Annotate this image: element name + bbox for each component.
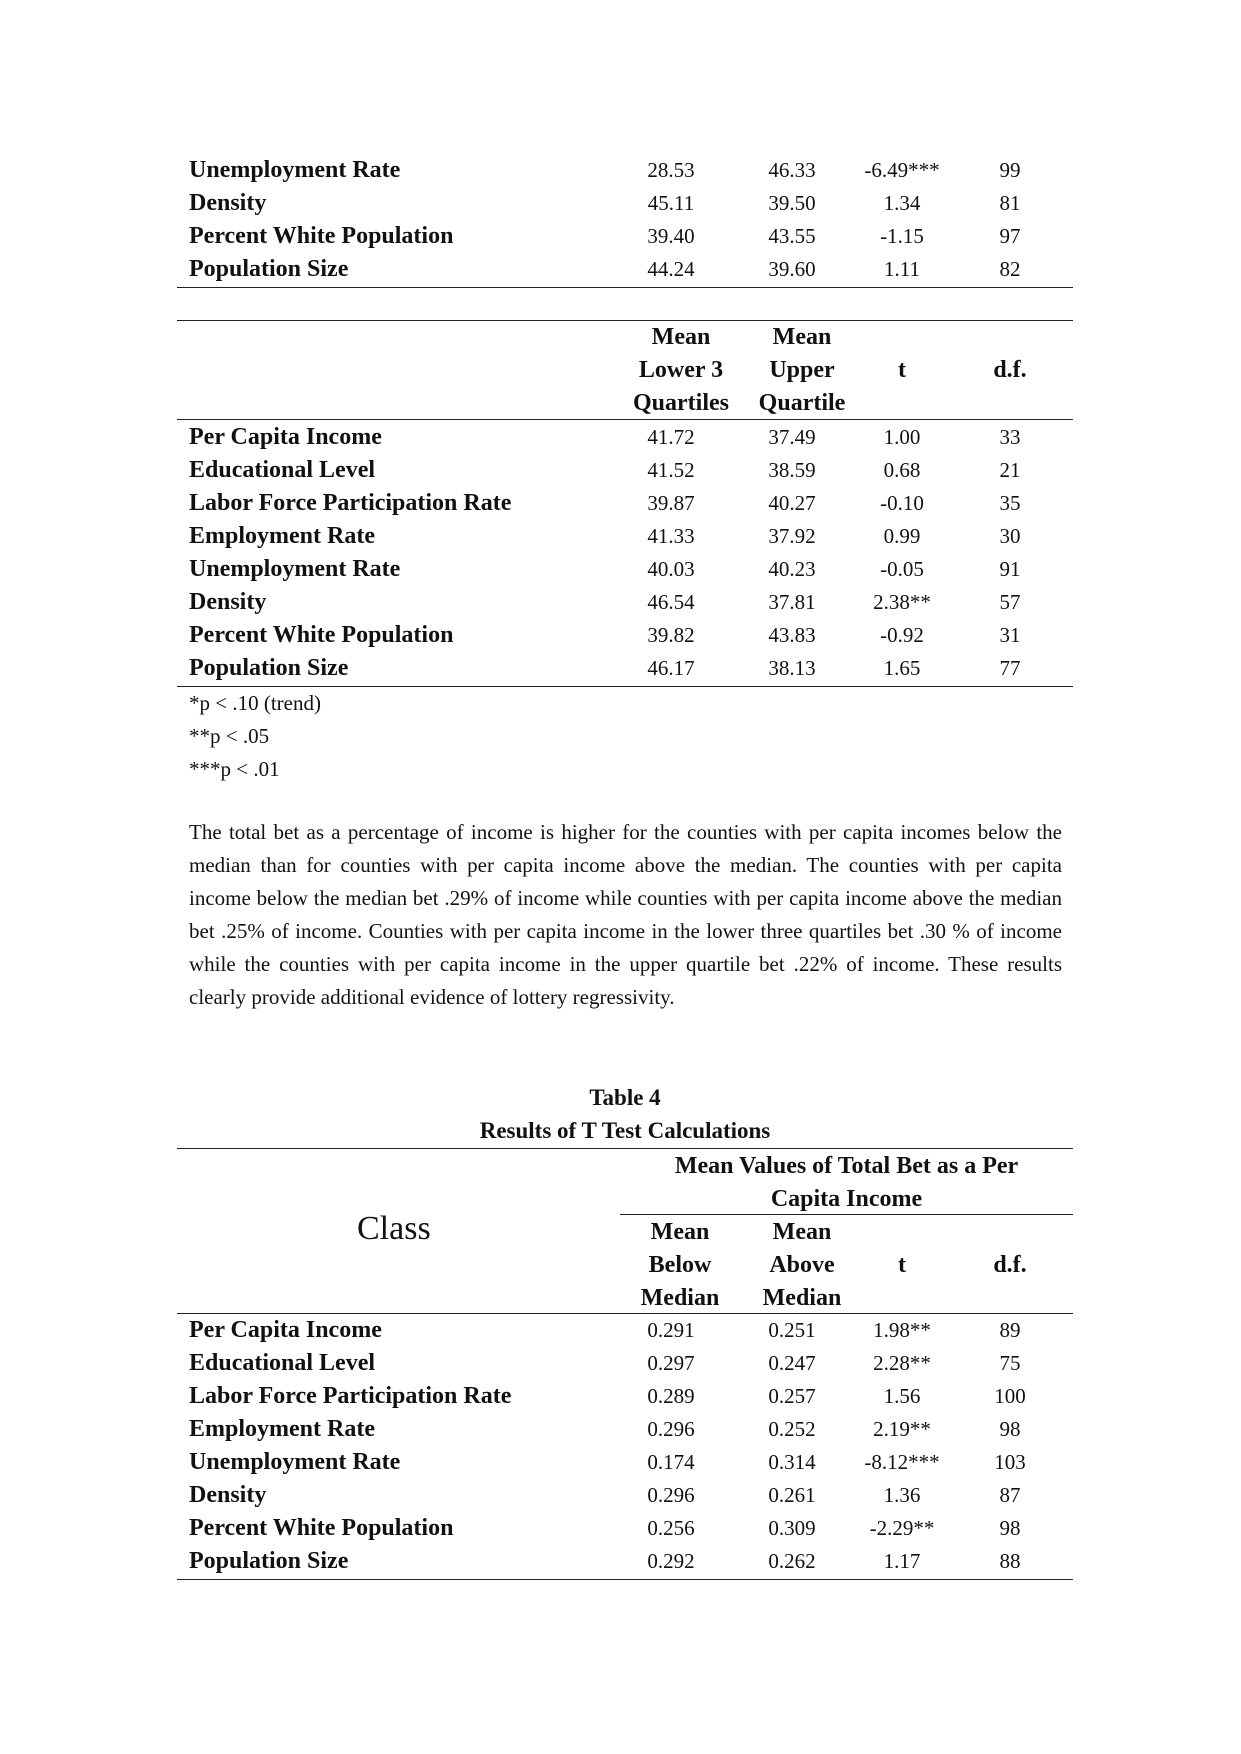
cell-df: 99 <box>999 158 1021 182</box>
cell-mean-1: 44.24 <box>647 257 695 281</box>
cell-t: -0.92 <box>880 623 924 647</box>
cell-mean-below: 0.296 <box>647 1417 695 1441</box>
cell-df: 82 <box>999 257 1021 281</box>
cell-df: 30 <box>999 524 1021 548</box>
cell-t: -0.10 <box>880 491 924 515</box>
cell-mean-above: 0.262 <box>768 1549 816 1573</box>
cell-mean-below: 0.256 <box>647 1516 695 1540</box>
footnote: **p < .05 <box>189 724 270 748</box>
table-row <box>177 154 1073 187</box>
cell-mean-above: 0.314 <box>768 1450 816 1474</box>
table-row <box>177 1347 1073 1380</box>
cell-mean-above: 0.252 <box>768 1417 816 1441</box>
row-label: Density <box>189 1482 267 1508</box>
cell-mean-below: 0.292 <box>647 1549 695 1573</box>
table-subtitle: Results of T Test Calculations <box>479 1118 771 1143</box>
row-label: Educational Level <box>189 1350 376 1376</box>
row-label: Per Capita Income <box>189 424 382 450</box>
cell-mean-2: 40.27 <box>768 491 816 515</box>
cell-df: 100 <box>994 1384 1026 1408</box>
cell-mean-1: 39.87 <box>647 491 695 515</box>
cell-t: -2.29** <box>869 1516 935 1540</box>
cell-t: 1.34 <box>883 191 921 215</box>
cell-df: 75 <box>999 1351 1021 1375</box>
cell-df: 91 <box>999 557 1021 581</box>
cell-t: 1.56 <box>883 1384 921 1408</box>
header-line: Below <box>648 1252 712 1278</box>
cell-df: 21 <box>999 458 1021 482</box>
cell-mean-1: 46.54 <box>647 590 695 614</box>
header-mean-upper-quartile <box>742 321 862 420</box>
header-mean-below-median <box>617 1216 743 1315</box>
cell-mean-1: 28.53 <box>647 158 695 182</box>
header-line: Quartile <box>758 390 846 416</box>
cell-df: 88 <box>999 1549 1021 1573</box>
header-line: Mean <box>651 324 711 350</box>
cell-mean-above: 0.257 <box>768 1384 816 1408</box>
table-row <box>177 1479 1073 1512</box>
row-label: Density <box>189 589 267 615</box>
group-header <box>620 1150 1073 1216</box>
row-label: Labor Force Participation Rate <box>189 1383 512 1409</box>
header-line: Upper <box>769 357 835 383</box>
group-header-rule <box>620 1214 1073 1215</box>
cell-t: 0.99 <box>883 524 921 548</box>
class-header: Class <box>357 1210 431 1247</box>
header-line: Mean <box>772 1219 832 1245</box>
cell-mean-below: 0.296 <box>647 1483 695 1507</box>
cell-t: -1.15 <box>880 224 924 248</box>
row-label: Percent White Population <box>189 1515 454 1541</box>
cell-t: 1.65 <box>883 656 921 680</box>
body-paragraph: The total bet as a percentage of income is higher for the counties with per capita incomes below the median than for counties with per capita income above the median. The counties with per capita income below the median bet .29% of income while counties with per capita income above the median bet .25% of income. Counties with per capita income in the lower three quartiles bet .30 % of income while the counties with per capita income in the upper quartile bet .22% of income. These results clearly provide additional evidence of lottery regressivity. <box>189 820 1062 1009</box>
table-bottom-rule <box>177 287 1073 288</box>
cell-df: 81 <box>999 191 1021 215</box>
cell-mean-below: 0.291 <box>647 1318 695 1342</box>
header-line: Above <box>769 1252 835 1278</box>
cell-mean-1: 46.17 <box>647 656 695 680</box>
header-line: Lower 3 <box>638 357 724 383</box>
cell-mean-1: 39.40 <box>647 224 695 248</box>
table-row <box>177 487 1073 520</box>
cell-mean-below: 0.297 <box>647 1351 695 1375</box>
row-label: Educational Level <box>189 457 376 483</box>
table-row <box>177 1545 1073 1578</box>
cell-mean-1: 39.82 <box>647 623 695 647</box>
cell-t: -8.12*** <box>864 1450 940 1474</box>
row-label: Employment Rate <box>189 1416 375 1442</box>
cell-t: 2.19** <box>873 1417 931 1441</box>
row-label: Population Size <box>189 1548 349 1574</box>
cell-df: 87 <box>999 1483 1021 1507</box>
cell-t: 1.36 <box>883 1483 921 1507</box>
cell-t: 0.68 <box>883 458 921 482</box>
header-t: t <box>898 1252 906 1278</box>
cell-mean-above: 0.247 <box>768 1351 816 1375</box>
cell-df: 57 <box>999 590 1021 614</box>
table-row <box>177 619 1073 652</box>
header-line: Mean <box>772 324 832 350</box>
cell-t: -6.49*** <box>864 158 940 182</box>
cell-t: 2.38** <box>873 590 931 614</box>
footnote: *p < .10 (trend) <box>189 691 321 715</box>
cell-mean-1: 41.52 <box>647 458 695 482</box>
cell-mean-1: 41.33 <box>647 524 695 548</box>
table-row <box>177 1380 1073 1413</box>
cell-mean-1: 41.72 <box>647 425 695 449</box>
cell-t: -0.05 <box>880 557 924 581</box>
cell-df: 33 <box>999 425 1021 449</box>
row-label: Percent White Population <box>189 622 454 648</box>
row-label: Employment Rate <box>189 523 375 549</box>
cell-df: 98 <box>999 1417 1021 1441</box>
table-row <box>177 421 1073 454</box>
cell-t: 1.17 <box>883 1549 921 1573</box>
cell-mean-2: 37.81 <box>768 590 816 614</box>
cell-mean-above: 0.261 <box>768 1483 816 1507</box>
cell-df: 35 <box>999 491 1021 515</box>
cell-mean-2: 37.49 <box>768 425 816 449</box>
cell-mean-1: 45.11 <box>647 191 695 215</box>
row-label: Population Size <box>189 655 349 681</box>
cell-mean-above: 0.309 <box>768 1516 816 1540</box>
header-t: t <box>898 357 906 383</box>
header-line: Median <box>640 1285 720 1311</box>
cell-mean-2: 43.55 <box>768 224 816 248</box>
table-row <box>177 1413 1073 1446</box>
cell-df: 89 <box>999 1318 1021 1342</box>
row-label: Density <box>189 190 267 216</box>
cell-mean-1: 40.03 <box>647 557 695 581</box>
footnote: ***p < .01 <box>189 757 280 781</box>
cell-mean-2: 38.59 <box>768 458 816 482</box>
header-rule <box>177 419 1073 420</box>
cell-mean-2: 39.60 <box>768 257 816 281</box>
table-title: Table 4 <box>589 1085 661 1110</box>
cell-mean-2: 37.92 <box>768 524 816 548</box>
cell-mean-2: 38.13 <box>768 656 816 680</box>
header-line: Median <box>762 1285 842 1311</box>
header-line: Capita Income <box>770 1186 923 1212</box>
header-line: Quartiles <box>633 390 729 416</box>
row-label: Percent White Population <box>189 223 454 249</box>
row-label: Unemployment Rate <box>189 1449 401 1475</box>
row-label: Unemployment Rate <box>189 157 401 183</box>
table-row <box>177 454 1073 487</box>
cell-t: 1.00 <box>883 425 921 449</box>
table-row <box>177 1512 1073 1545</box>
cell-mean-above: 0.251 <box>768 1318 816 1342</box>
cell-mean-below: 0.289 <box>647 1384 695 1408</box>
cell-t: 2.28** <box>873 1351 931 1375</box>
cell-df: 77 <box>999 656 1021 680</box>
cell-df: 103 <box>994 1450 1026 1474</box>
header-df: d.f. <box>993 357 1027 383</box>
row-label: Unemployment Rate <box>189 556 401 582</box>
cell-mean-2: 46.33 <box>768 158 816 182</box>
table-row <box>177 553 1073 586</box>
row-label: Population Size <box>189 256 349 282</box>
cell-df: 31 <box>999 623 1021 647</box>
row-label: Labor Force Participation Rate <box>189 490 512 516</box>
table-row <box>177 520 1073 553</box>
header-df: d.f. <box>993 1252 1027 1278</box>
row-label: Per Capita Income <box>189 1317 382 1343</box>
table-row <box>177 220 1073 253</box>
cell-t: 1.11 <box>884 257 920 281</box>
table-row <box>177 586 1073 619</box>
table-row <box>177 1314 1073 1347</box>
header-mean-lower-3-quartiles <box>616 321 746 420</box>
cell-mean-below: 0.174 <box>647 1450 695 1474</box>
cell-df: 97 <box>999 224 1021 248</box>
table-row <box>177 253 1073 286</box>
table-top-rule <box>177 1148 1073 1149</box>
table-row <box>177 187 1073 220</box>
table-row <box>177 652 1073 685</box>
cell-mean-2: 43.83 <box>768 623 816 647</box>
header-line: Mean <box>650 1219 710 1245</box>
table-row <box>177 1446 1073 1479</box>
cell-t: 1.98** <box>873 1318 931 1342</box>
cell-mean-2: 39.50 <box>768 191 816 215</box>
table-bottom-rule <box>177 1579 1073 1580</box>
header-line: Mean Values of Total Bet as a Per <box>674 1153 1019 1179</box>
cell-df: 98 <box>999 1516 1021 1540</box>
cell-mean-2: 40.23 <box>768 557 816 581</box>
